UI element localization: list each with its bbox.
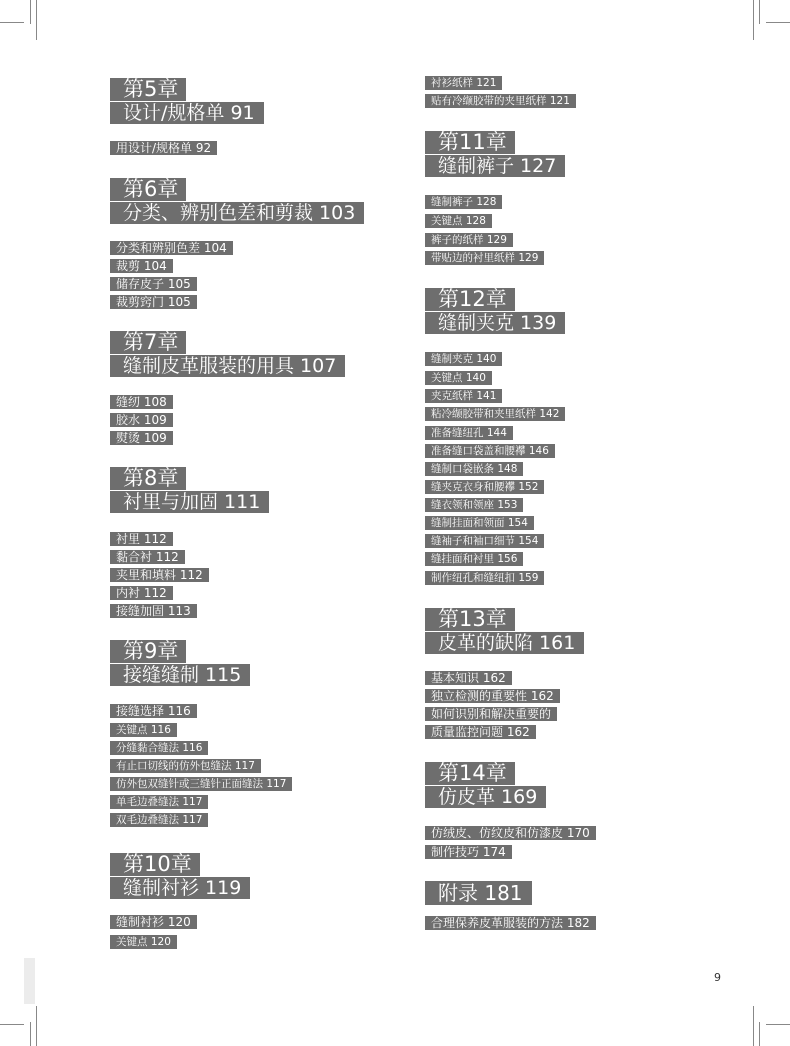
chapter-title: 缝制夹克 139 (425, 312, 565, 334)
toc-entry[interactable]: 质量监控问题 162 (425, 725, 536, 739)
chapter-title: 设计/规格单 91 (110, 102, 264, 124)
toc-entry[interactable]: 粘冷缬胶带和夹里纸样 142 (425, 407, 565, 421)
chapter-number: 第10章 (110, 853, 200, 876)
toc-entry[interactable]: 带贴边的衬里纸样 129 (425, 251, 544, 265)
toc-entry[interactable]: 缝衣领和领座 153 (425, 498, 523, 512)
crop-mark (36, 0, 37, 40)
toc-entry[interactable]: 夹里和填料 112 (110, 568, 209, 582)
crop-mark (36, 1006, 37, 1046)
toc-entry[interactable]: 分类和辨别色差 104 (110, 241, 233, 255)
toc-entry[interactable]: 分缝黏合缝法 116 (110, 741, 208, 755)
crop-mark (30, 0, 31, 24)
toc-entry[interactable]: 关键点 120 (110, 935, 177, 949)
crop-mark (766, 22, 790, 23)
chapter-title: 附录 181 (425, 881, 532, 905)
toc-entry[interactable]: 缝挂面和衬里 156 (425, 552, 523, 566)
toc-entry[interactable]: 仿绒皮、仿纹皮和仿漆皮 170 (425, 826, 596, 840)
page-number: 9 (714, 971, 721, 984)
toc-entry[interactable]: 胶水 109 (110, 413, 173, 427)
toc-entry[interactable]: 单毛边叠缝法 117 (110, 795, 208, 809)
toc-entry[interactable]: 关键点 140 (425, 371, 492, 385)
chapter-heading (110, 467, 269, 513)
toc-entry[interactable]: 熨烫 109 (110, 431, 173, 445)
appendix-heading (425, 880, 532, 905)
chapter-title: 缝制衬衫 119 (110, 877, 250, 899)
toc-entry[interactable]: 仿外包双缝针或三缝针正面缝法 117 (110, 777, 292, 791)
toc-entry[interactable]: 夹克纸样 141 (425, 389, 502, 403)
toc-entry[interactable]: 缝纫 108 (110, 395, 173, 409)
chapter-title: 衬里与加固 111 (110, 491, 269, 513)
toc-entry[interactable]: 缝制夹克 140 (425, 352, 502, 366)
toc-entry[interactable]: 关键点 128 (425, 214, 492, 228)
chapter-number: 第8章 (110, 467, 186, 490)
toc-entry[interactable]: 准备缝口袋盖和腰襻 146 (425, 444, 555, 458)
toc-entry[interactable]: 衬里 112 (110, 532, 173, 546)
chapter-heading (425, 288, 565, 334)
chapter-number: 第13章 (425, 608, 515, 631)
chapter-title: 接缝缝制 115 (110, 664, 250, 686)
crop-mark (30, 1022, 31, 1046)
toc-entry[interactable]: 独立检测的重要性 162 (425, 689, 560, 703)
crop-mark (759, 0, 760, 24)
chapter-number: 第12章 (425, 288, 515, 311)
crop-mark (753, 0, 754, 40)
chapter-title: 仿皮革 169 (425, 786, 546, 808)
toc-entry[interactable]: 制作技巧 174 (425, 845, 512, 859)
crop-mark (0, 1024, 24, 1025)
toc-entry[interactable]: 合理保养皮革服装的方法 182 (425, 916, 596, 930)
chapter-number: 第7章 (110, 331, 186, 354)
chapter-title: 缝制裤子 127 (425, 155, 565, 177)
chapter-heading (110, 853, 250, 899)
chapter-title: 皮革的缺陷 161 (425, 632, 584, 654)
chapter-title: 分类、辨别色差和剪裁 103 (110, 202, 364, 224)
toc-entry[interactable]: 内衬 112 (110, 586, 173, 600)
chapter-title: 缝制皮革服装的用具 107 (110, 355, 345, 377)
chapter-heading (425, 131, 565, 177)
toc-entry[interactable]: 缝制口袋嵌条 148 (425, 462, 523, 476)
crop-mark (759, 1022, 760, 1046)
toc-entry[interactable]: 缝制衬衫 120 (110, 915, 197, 929)
toc-entry[interactable]: 关键点 116 (110, 723, 177, 737)
chapter-heading (110, 331, 345, 377)
toc-entry[interactable]: 贴有冷缬胶带的夹里纸样 121 (425, 94, 576, 108)
toc-entry[interactable]: 双毛边叠缝法 117 (110, 813, 208, 827)
toc-entry[interactable]: 缝袖子和袖口细节 154 (425, 534, 544, 548)
toc-entry[interactable]: 储存皮子 105 (110, 277, 197, 291)
toc-entry[interactable]: 如何识别和解决重要的 (425, 707, 557, 721)
margin-strip (24, 958, 35, 1004)
toc-entry[interactable]: 有止口切线的仿外包缝法 117 (110, 759, 261, 773)
toc-entry[interactable]: 基本知识 162 (425, 671, 512, 685)
chapter-heading (425, 762, 546, 808)
chapter-number: 第5章 (110, 78, 186, 101)
chapter-heading (425, 608, 584, 654)
toc-entry[interactable]: 接缝选择 116 (110, 704, 197, 718)
toc-entry[interactable]: 用设计/规格单 92 (110, 141, 217, 155)
toc-entry[interactable]: 衬衫纸样 121 (425, 76, 502, 90)
chapter-number: 第14章 (425, 762, 515, 785)
crop-mark (766, 1024, 790, 1025)
toc-entry[interactable]: 缝夹克衣身和腰襻 152 (425, 480, 544, 494)
toc-entry[interactable]: 缝制挂面和领面 154 (425, 516, 534, 530)
toc-entry[interactable]: 裁剪 104 (110, 259, 173, 273)
chapter-heading (110, 178, 364, 224)
chapter-number: 第11章 (425, 131, 515, 154)
toc-entry[interactable]: 接缝加固 113 (110, 604, 197, 618)
toc-entry[interactable]: 制作纽孔和缝纽扣 159 (425, 571, 544, 585)
toc-entry[interactable]: 准备缝纽孔 144 (425, 426, 513, 440)
chapter-heading (110, 78, 264, 124)
toc-entry[interactable]: 裁剪窍门 105 (110, 295, 197, 309)
chapter-number: 第9章 (110, 640, 186, 663)
chapter-heading (110, 640, 250, 686)
chapter-number: 第6章 (110, 178, 186, 201)
crop-mark (753, 1006, 754, 1046)
toc-entry[interactable]: 缝制裤子 128 (425, 195, 502, 209)
toc-entry[interactable]: 裤子的纸样 129 (425, 233, 513, 247)
toc-entry[interactable]: 黏合衬 112 (110, 550, 185, 564)
crop-mark (0, 22, 24, 23)
